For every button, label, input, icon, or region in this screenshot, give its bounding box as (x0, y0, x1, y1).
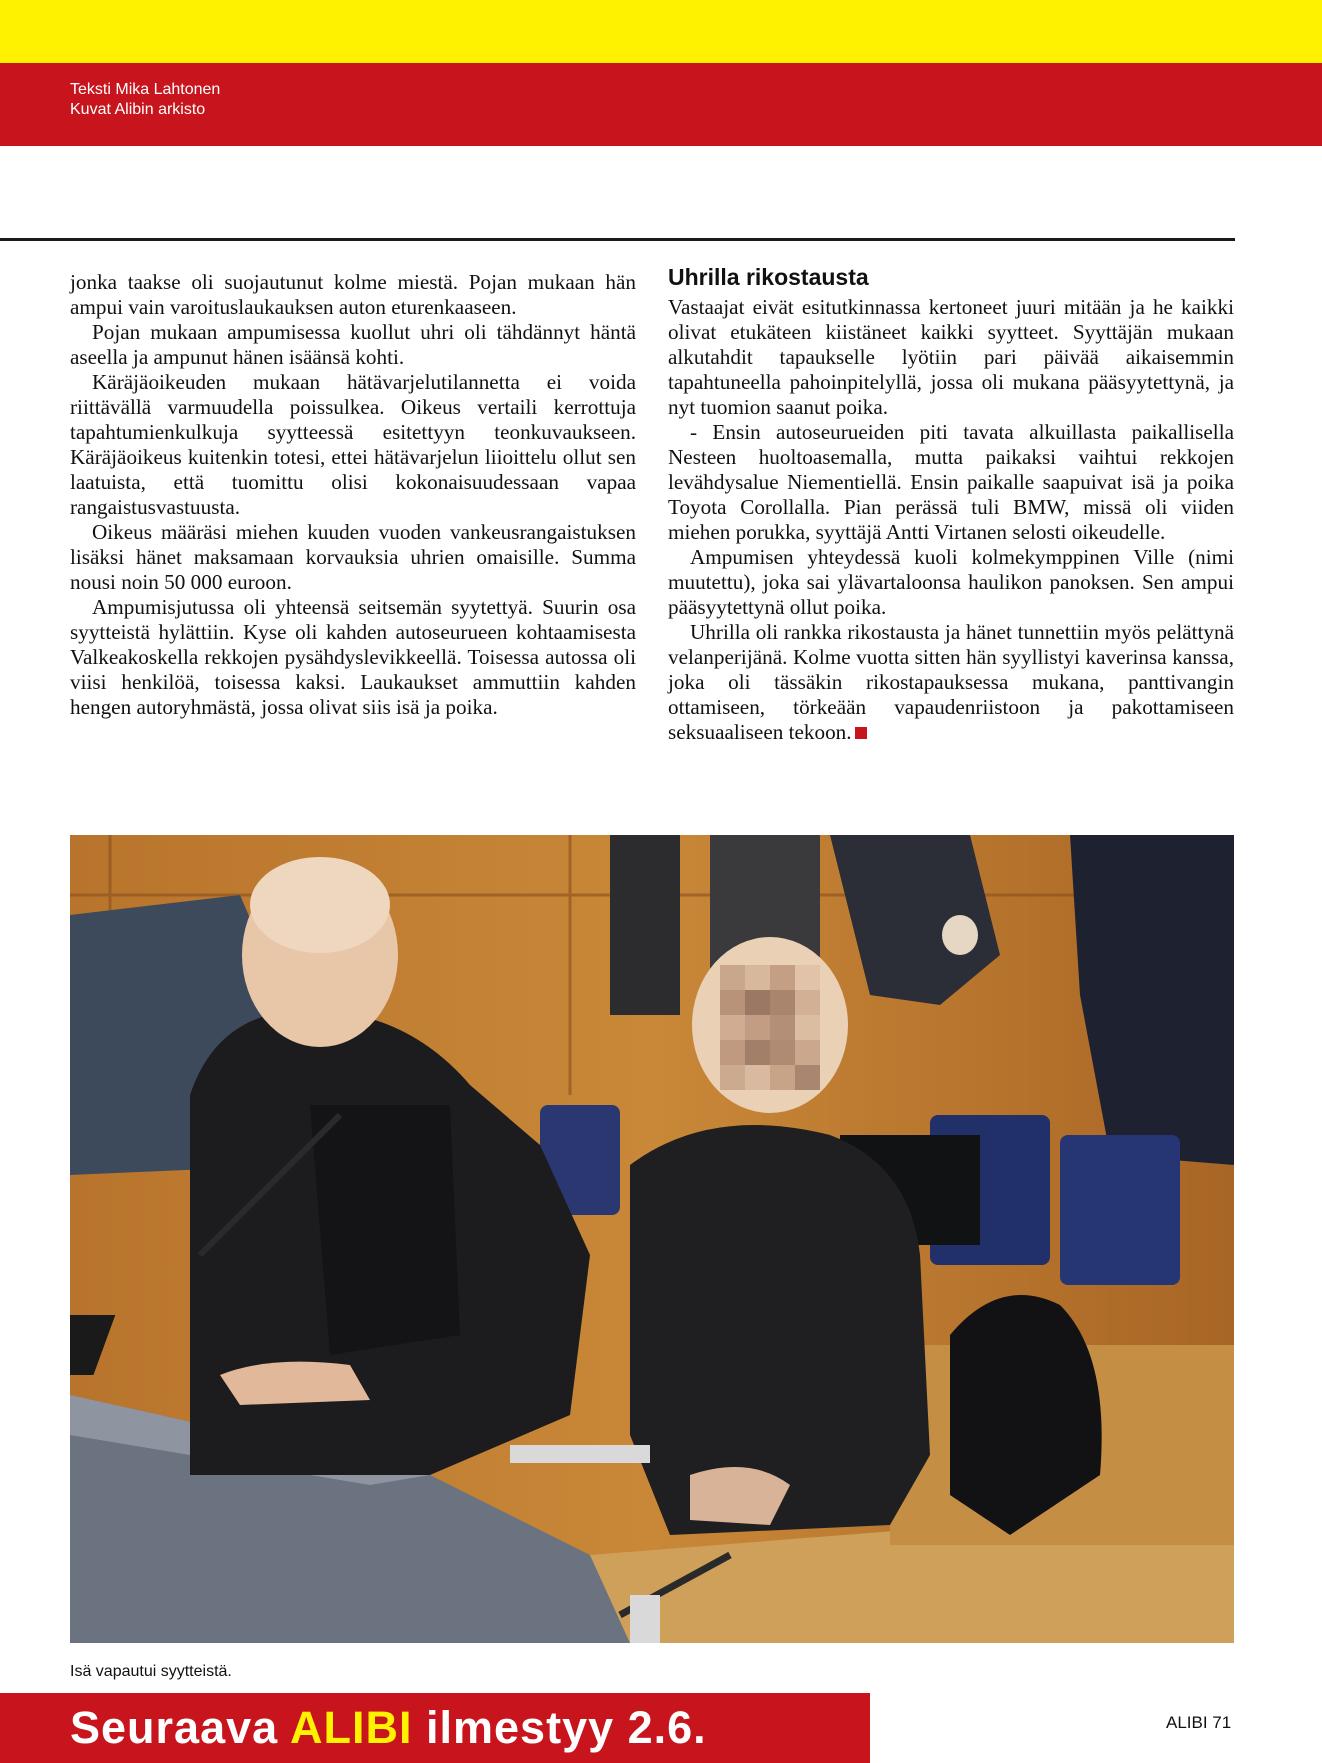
photo-caption: Isä vapautui syytteistä. (70, 1663, 232, 1680)
text-credit: Teksti Mika Lahtonen (70, 81, 221, 98)
body-paragraph: Pojan mukaan ampumisessa kuollut uhri oli tähdännyt häntä aseella ja ampunut hänen isäänsä kohti. (70, 320, 636, 369)
article-credits (70, 80, 220, 120)
body-paragraph: jonka taakse oli suojautunut kolme miestä. Pojan mukaan hän ampui vain varoituslaukauksen auton eturenkaaseen. (70, 270, 636, 319)
body-paragraph-last: Uhrilla oli rankka rikostausta ja hänet tunnettiin myös pelättynä velanperijänä. Kolme vuotta sitten hän syyllistyi kaverinsa kanssa, joka oli tässäkin rikostapauksessa mukana, panttivangin ottamiseen, törkeään vapaudenriistoon ja pakottamiseen seksuaaliseen tekoon. (668, 620, 1234, 744)
courtroom-photo (70, 835, 1234, 1643)
body-paragraph: Käräjäoikeuden mukaan hätävarjelutilannetta ei voida riittävällä varmuudella poissulkea. Oikeus vertaili kerrottuja tapahtumienkulkuja syytteessä esitettyyn teonkuvaukseen. Käräjäoikeus kuitenkin totesi, ettei hätävarjelun liioittelu ollut sen laatuista, että tuomittu olisi kokonaisuudessaan vapaa rangaistusvastuusta. (70, 370, 636, 519)
next-issue-text: Seuraava ALIBI ilmestyy 2.6. (70, 1702, 707, 1753)
alibi-brand: ALIBI (290, 1702, 413, 1753)
photo-source: Alibin arkisto (114, 101, 206, 118)
body-paragraph: Vastaajat eivät esitutkinnassa kertoneet juuri mitään ja he kaikki olivat etukäteen kiistäneet kaikki syytteet. Syyttäjän mukaan alkutahdit tapaukselle lyötiin pari päivää aikaisemmin tapahtuneella pahoinpitelyllä, jossa oli mukana pääsyytettynä, ja nyt tuomion saanut poika. (668, 295, 1234, 419)
subheading: Uhrilla rikostausta (668, 264, 869, 290)
right-text-column (668, 262, 1234, 745)
page-number: ALIBI 71 (1166, 1713, 1232, 1732)
left-text-column (70, 270, 636, 720)
body-paragraph: Ampumisen yhteydessä kuoli kolmekymppinen Ville (nimi muutettu), joka sai ylävartaloonsa haulikon panoksen. Sen ampui pääsyytettynä ollut poika. (668, 545, 1234, 619)
top-yellow-band (0, 0, 1322, 63)
body-paragraph: - Ensin autoseurueiden piti tavata alkuillasta paikallisella Nesteen huoltoasemalla, mutta paikaksi vaihtui rekkojen levähdysalue Niementiellä. Ensin paikalle saapuivat isä ja poika Toyota Corollalla. Pian perässä tuli BMW, missä oli viiden miehen porukka, syyttäjä Antti Virtanen selosti oikeudelle. (668, 420, 1234, 544)
author-name: Mika Lahtonen (115, 81, 221, 98)
end-of-article-mark (855, 727, 867, 739)
photo-credit: Kuvat Alibin arkisto (70, 101, 206, 118)
section-rule (0, 238, 1235, 241)
body-paragraph: Ampumisjutussa oli yhteensä seitsemän syytettyä. Suurin osa syytteistä hylättiin. Kyse oli kahden autoseurueen kohtaamisesta Valkeakoskella rekkojen pysähdyslevikkeellä. Toisessa autossa oli viisi henkilöä, toisessa kaksi. Laukaukset ammuttiin kahden hengen autoryhmästä, jossa olivat siis isä ja poika. (70, 595, 636, 719)
body-paragraph: Oikeus määräsi miehen kuuden vuoden vankeusrangaistuksen lisäksi hänet maksamaan korvauksia uhrien omaisille. Summa nousi noin 50 000 euroon. (70, 520, 636, 594)
